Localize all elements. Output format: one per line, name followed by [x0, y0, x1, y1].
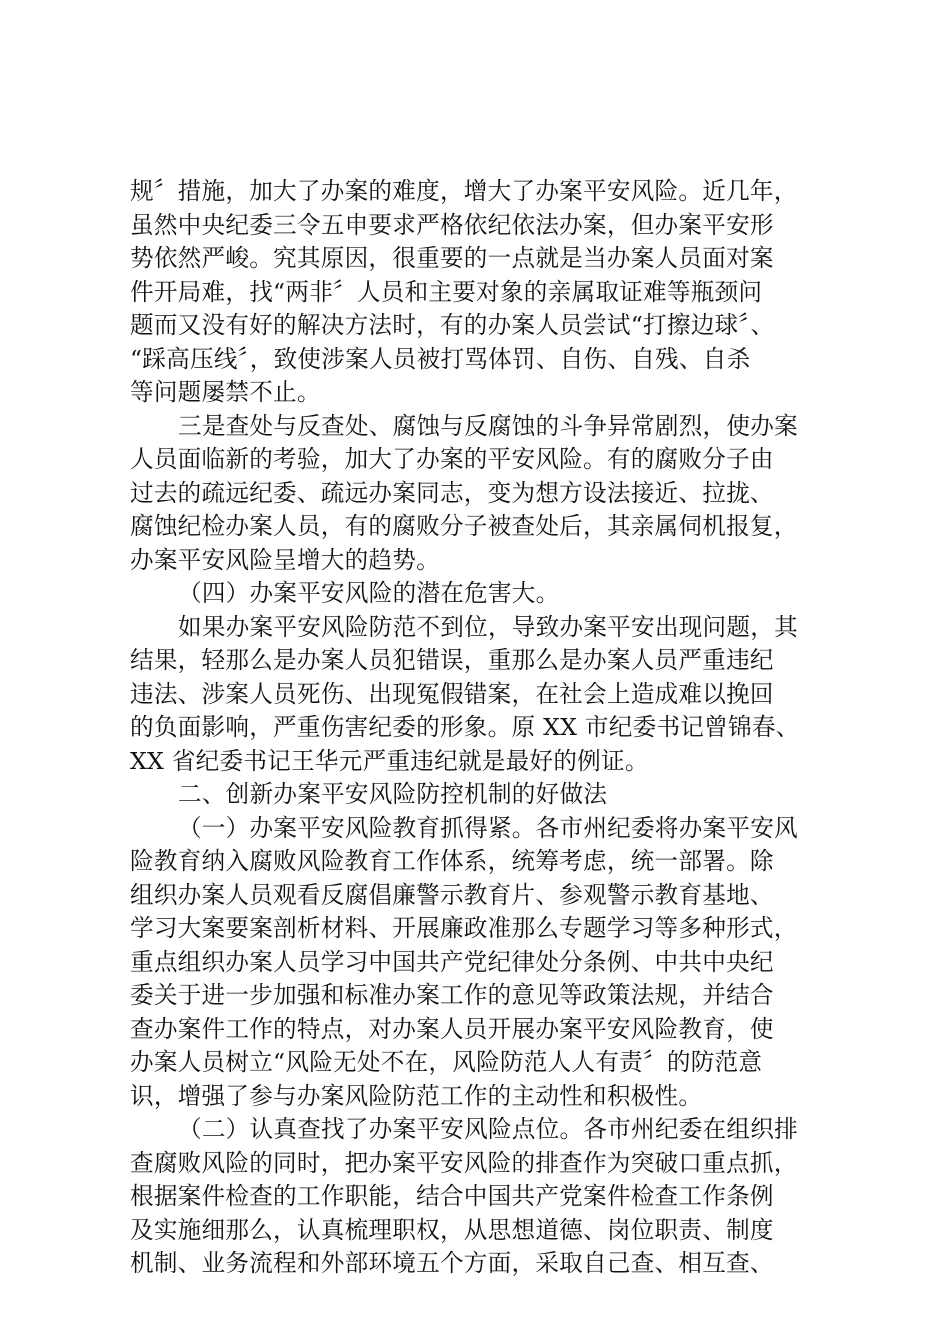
text-line: 规〞措施，加大了办案的难度，增大了办案平安风险。近几年，: [130, 177, 798, 205]
text-line: 机制、业务流程和外部环境五个方面，采取自己查、相互查、: [130, 1249, 774, 1277]
text-line: 势依然严峻。究其原因，很重要的一点就是当办案人员面对案: [130, 244, 774, 272]
text-line: 的负面影响，严重伤害纪委的形象。原 XX 市纪委书记曾锦春、: [130, 713, 800, 741]
text-line: 腐蚀纪检办案人员，有的腐败分子被查处后，其亲属伺机报复，: [130, 512, 798, 540]
text-line: 人员面临新的考验，加大了办案的平安风险。有的腐败分子由: [130, 445, 774, 473]
text-line: 组织办案人员观看反腐倡廉警示教育片、参观警示教育基地、: [130, 880, 774, 909]
paragraph-start: （二）认真查找了办案平安风险点位。各市州纪委在组织排: [178, 1115, 798, 1143]
text-line: 等问题屡禁不止。: [130, 378, 321, 406]
text-line: 根据案件检查的工作职能，结合中国共产党案件检查工作条例: [130, 1182, 774, 1210]
text-line: 题而又没有好的解决方法时，有的办案人员尝试“打擦边球〞、: [130, 311, 775, 339]
text-line: 学习大案要案剖析材料、开展廉政准那么专题学习等多种形式，: [130, 914, 798, 942]
text-line: 查腐败风险的同时，把办案平安风险的排查作为突破口重点抓，: [130, 1148, 798, 1177]
text-line: 查办案件工作的特点，对办案人员开展办案平安风险教育，使: [130, 1014, 774, 1043]
body-text: [130, 175, 830, 1281]
text-line: 重点组织办案人员学习中国共产党纪律处分条例、中共中央纪: [130, 947, 774, 976]
text-line: XX 省纪委书记王华元严重违纪就是最好的例证。: [130, 746, 649, 775]
paragraph-start: 三是查处与反查处、腐蚀与反腐蚀的斗争异常剧烈，使办案: [178, 411, 798, 440]
section-heading: （四）办案平安风险的潜在危害大。: [178, 579, 560, 607]
text-line: 及实施细那么，认真梳理职权，从思想道德、岗位职责、制度: [130, 1215, 774, 1244]
text-line: 办案人员树立“风险无处不在，风险防范人人有责〞的防范意: [130, 1048, 763, 1076]
text-line: 委关于进一步加强和标准办案工作的意见等政策法规，并结合: [130, 981, 774, 1009]
text-line: 虽然中央纪委三令五申要求严格依纪依法办案，但办案平安形: [130, 210, 774, 239]
text-line: “踩高压线〞，致使涉案人员被打骂体罚、自伤、自残、自杀: [130, 344, 751, 373]
paragraph-start: 如果办案平安风险防范不到位，导致办案平安出现问题，其: [178, 612, 798, 641]
text-line: 违法、涉案人员死伤、出现冤假错案，在社会上造成难以挽回: [130, 679, 774, 708]
text-line: 办案平安风险呈增大的趋势。: [130, 545, 440, 574]
text-line: 险教育纳入腐败风险教育工作体系，统筹考虑，统一部署。除: [130, 847, 774, 875]
text-line: 件开局难，找“两非〞人员和主要对象的亲属取证难等瓶颈问: [130, 277, 763, 306]
text-line: 识，增强了参与办案风险防范工作的主动性和积极性。: [130, 1081, 703, 1110]
text-line: 过去的疏远纪委、疏远办案同志，变为想方设法接近、拉拢、: [130, 478, 774, 507]
text-line: 结果，轻那么是办案人员犯错误，重那么是办案人员严重违纪: [130, 646, 774, 674]
paragraph-start: （一）办案平安风险教育抓得紧。各市州纪委将办案平安风: [178, 813, 798, 842]
section-heading: 二、创新办案平安风险防控机制的好做法: [178, 780, 608, 808]
